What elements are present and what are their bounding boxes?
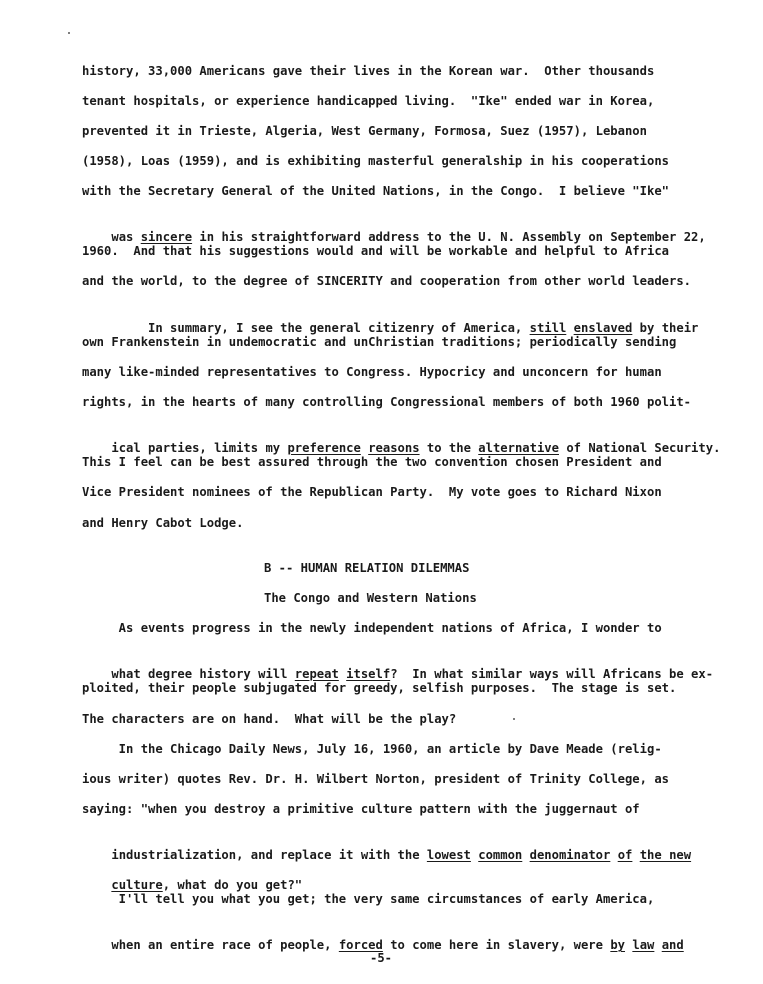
text-line: and the world, to the degree of SINCERITY and cooperation from other world leaders. bbox=[82, 274, 692, 288]
text-segment: ? In what similar ways will Africans be ex- bbox=[390, 667, 714, 681]
section-subheading: The Congo and Western Nations bbox=[264, 591, 477, 605]
text-segment bbox=[654, 938, 661, 952]
text-segment bbox=[566, 321, 573, 335]
text-segment: by their bbox=[632, 321, 699, 335]
text-segment: was bbox=[111, 230, 141, 244]
text-segment: ical parties, limits my bbox=[111, 441, 288, 455]
text-line: saying: "when you destroy a primitive culture pattern with the juggernaut of bbox=[82, 802, 640, 816]
text-line: ious writer) quotes Rev. Dr. H. Wilbert Norton, president of Trinity College, as bbox=[82, 772, 669, 786]
text-line: I'll tell you what you get; the very same circumstances of early America, bbox=[82, 892, 655, 906]
text-line: many like-minded representatives to Congress. Hypocricy and unconcern for human bbox=[82, 365, 662, 379]
text-segment bbox=[610, 848, 617, 862]
underlined-word: forced bbox=[338, 938, 383, 952]
underlined-word: common bbox=[478, 848, 523, 862]
underlined-word: preference bbox=[287, 441, 361, 455]
text-line: As events progress in the newly independent nations of Africa, I wonder to bbox=[82, 621, 662, 635]
page-number: -5- bbox=[370, 951, 393, 965]
text-segment: of National Security. bbox=[558, 441, 721, 455]
text-segment: to come here in slavery, were bbox=[382, 938, 611, 952]
text-segment: In summary, I see the general citizenry of America, bbox=[111, 321, 530, 335]
underlined-word: culture bbox=[111, 878, 163, 892]
text-segment: industrialization, and replace it with the bbox=[111, 848, 427, 862]
text-line: rights, in the hearts of many controlling Congressional members of both 1960 polit- bbox=[82, 395, 692, 409]
underlined-word: of bbox=[617, 848, 633, 862]
text-line: history, 33,000 Americans gave their lives in the Korean war. Other thousands bbox=[82, 64, 655, 78]
text-segment: , what do you get?" bbox=[162, 878, 303, 892]
text-segment: when an entire race of people, bbox=[111, 938, 339, 952]
underlined-word: sincere bbox=[140, 230, 193, 244]
section-heading: B -- HUMAN RELATION DILEMMAS bbox=[264, 561, 470, 575]
underlined-word: denominator bbox=[529, 848, 611, 862]
underlined-word: law bbox=[632, 938, 655, 952]
text-segment bbox=[632, 848, 639, 862]
text-segment: what degree history will bbox=[111, 667, 295, 681]
underlined-word: itself bbox=[346, 667, 391, 681]
text-line: The characters are on hand. What will be the play? bbox=[82, 712, 457, 726]
underlined-word: the new bbox=[639, 848, 692, 862]
text-segment bbox=[522, 848, 529, 862]
text-segment: to the bbox=[419, 441, 479, 455]
underlined-word: still bbox=[529, 321, 567, 335]
text-segment: in his straightforward address to the U. N. Assembly on September 22, bbox=[192, 230, 706, 244]
underlined-word: repeat bbox=[294, 667, 339, 681]
scan-speck bbox=[513, 718, 515, 720]
underlined-word: alternative bbox=[478, 441, 559, 455]
underlined-word: by bbox=[610, 938, 626, 952]
text-line: ploited, their people subjugated for greedy, selfish purposes. The stage is set. bbox=[82, 681, 677, 695]
underlined-word: and bbox=[661, 938, 684, 952]
text-line: 1960. And that his suggestions would and will be workable and helpful to Africa bbox=[82, 244, 669, 258]
text-line: and Henry Cabot Lodge. bbox=[82, 516, 244, 530]
text-line: Vice President nominees of the Republican Party. My vote goes to Richard Nixon bbox=[82, 485, 662, 499]
text-line: with the Secretary General of the United Nations, in the Congo. I believe "Ike" bbox=[82, 184, 669, 198]
text-line: prevented it in Trieste, Algeria, West Germany, Formosa, Suez (1957), Lebanon bbox=[82, 124, 647, 138]
text-line: tenant hospitals, or experience handicapped living. "Ike" ended war in Korea, bbox=[82, 94, 655, 108]
text-line: In the Chicago Daily News, July 16, 1960, an article by Dave Meade (relig- bbox=[82, 742, 662, 756]
underlined-word: reasons bbox=[368, 441, 420, 455]
text-line: (1958), Loas (1959), and is exhibiting masterful generalship in his cooperations bbox=[82, 154, 669, 168]
scan-speck bbox=[68, 32, 70, 34]
underlined-word: enslaved bbox=[573, 321, 633, 335]
underlined-word: lowest bbox=[426, 848, 471, 862]
text-line: own Frankenstein in undemocratic and unChristian traditions; periodically sending bbox=[82, 335, 677, 349]
text-line: This I feel can be best assured through the two convention chosen President and bbox=[82, 455, 662, 469]
